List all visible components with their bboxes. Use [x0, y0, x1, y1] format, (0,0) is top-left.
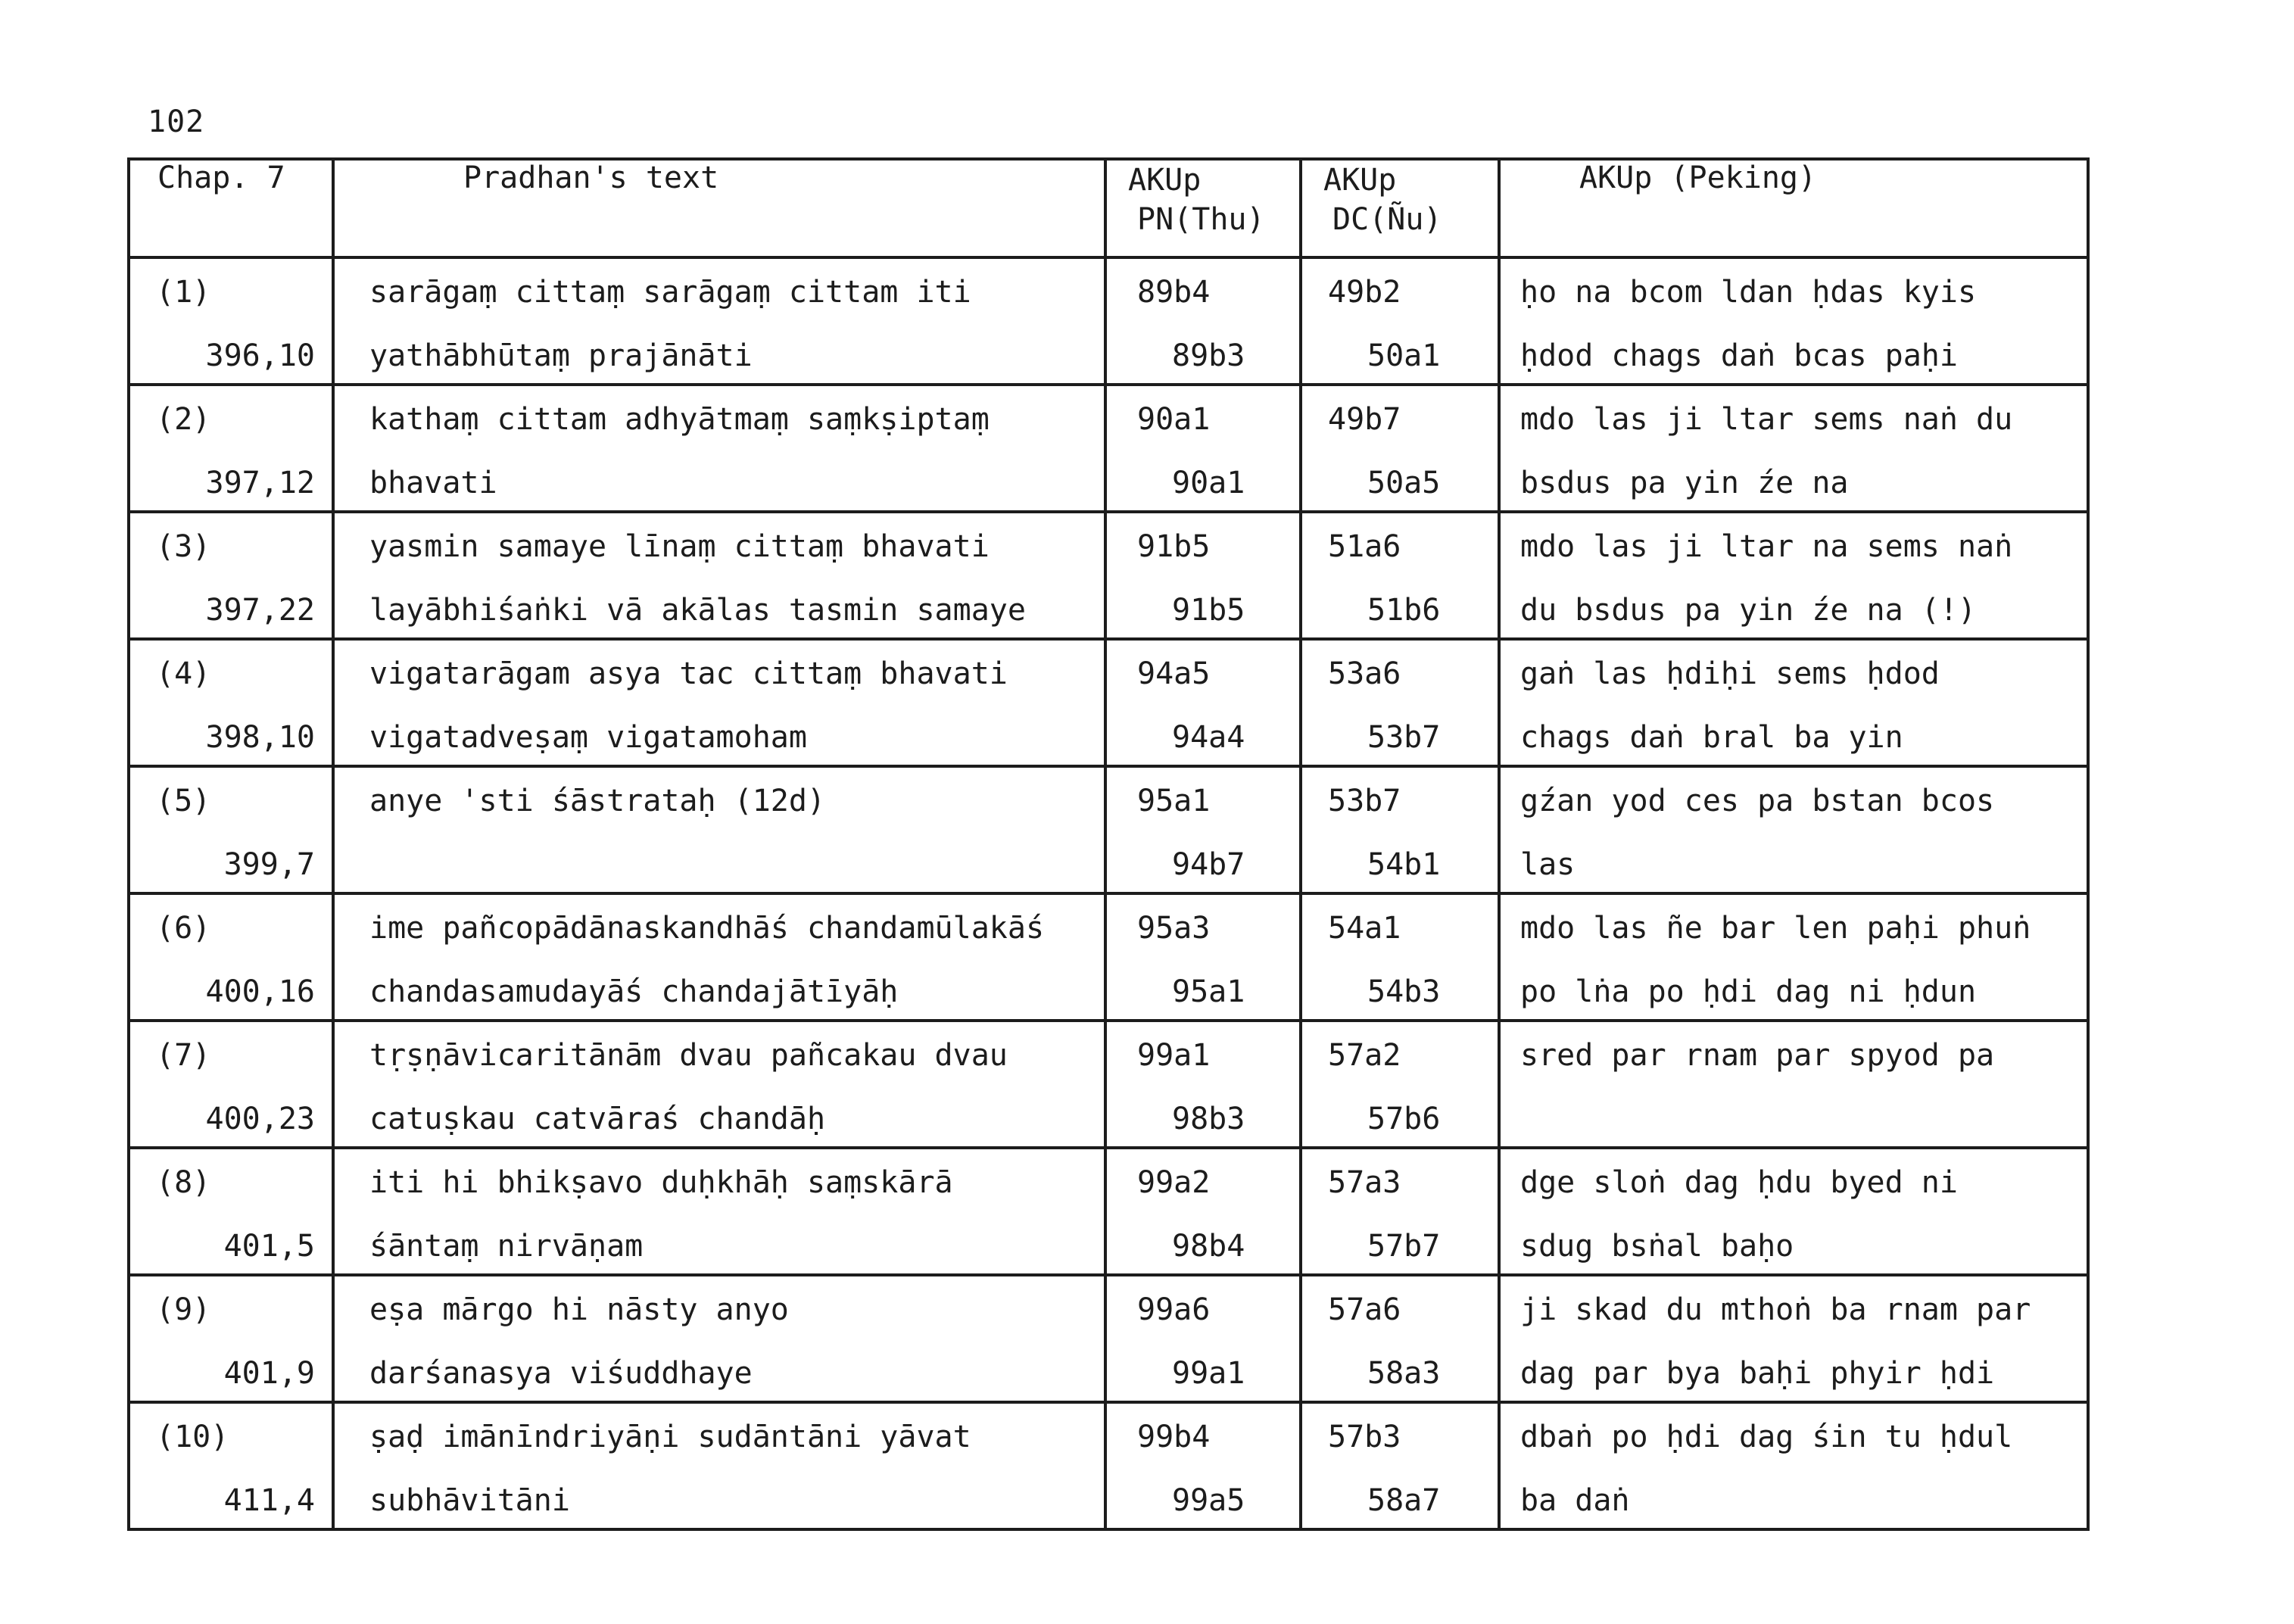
akup-peking-cell — [1499, 1275, 2088, 1402]
sanskrit-line-1: vigatarāgam asya tac cittaṃ bhavati — [369, 656, 1008, 691]
akup-dc-cell — [1301, 1402, 1499, 1529]
akup-pn-cell — [1105, 893, 1301, 1021]
akup-peking-cell — [1499, 766, 2088, 893]
table-row — [129, 1402, 2088, 1529]
tibetan-line-2: ba daṅ — [1520, 1483, 1630, 1518]
table-header — [129, 159, 2088, 257]
dc-folio-start: 51a6 — [1328, 529, 1401, 564]
pradhan-text-cell — [333, 1021, 1105, 1148]
tibetan-line-1: ḥo na bcom ldan ḥdas kyis — [1520, 275, 1977, 310]
tibetan-line-2: chags daṅ bral ba yin — [1520, 720, 1903, 755]
akup-pn-cell — [1105, 1148, 1301, 1275]
sanskrit-line-1: yasmin samaye līnaṃ cittaṃ bhavati — [369, 529, 990, 564]
pradhan-text-cell — [333, 766, 1105, 893]
dc-folio-end: 50a1 — [1367, 338, 1441, 373]
entry-number: (5) — [156, 784, 211, 818]
table-row — [129, 639, 2088, 766]
tibetan-line-1: gźan yod ces pa bstan bcos — [1520, 784, 1995, 818]
pn-folio-start: 99b4 — [1137, 1420, 1211, 1454]
akup-peking-cell — [1499, 257, 2088, 385]
akup-pn-cell — [1105, 766, 1301, 893]
akup-pn-cell — [1105, 1021, 1301, 1148]
akup-dc-cell — [1301, 639, 1499, 766]
comparison-table — [127, 157, 2090, 1531]
header-row — [129, 159, 2088, 257]
header-akup-dc-line1: AKUp — [1323, 163, 1397, 198]
page-number: 102 — [148, 104, 205, 139]
sanskrit-line-2: layābhiśaṅki vā akālas tasmin samaye — [369, 593, 1026, 628]
akup-dc-cell — [1301, 1275, 1499, 1402]
dc-folio-start: 57b3 — [1328, 1420, 1401, 1454]
tibetan-line-1: mdo las ji ltar na sems naṅ — [1520, 529, 2013, 564]
sanskrit-line-1: kathaṃ cittam adhyātmaṃ saṃkṣiptaṃ — [369, 402, 990, 437]
header-akup-pn-line1: AKUp — [1128, 163, 1202, 198]
sanskrit-line-2: śāntaṃ nirvāṇam — [369, 1229, 644, 1264]
chapter-cell — [129, 1402, 333, 1529]
akup-pn-cell — [1105, 257, 1301, 385]
akup-pn-cell — [1105, 639, 1301, 766]
akup-peking-cell — [1499, 639, 2088, 766]
akup-peking-cell — [1499, 1021, 2088, 1148]
pradhan-text-cell — [333, 1148, 1105, 1275]
tibetan-line-1: dbaṅ po ḥdi dag śin tu ḥdul — [1520, 1420, 2013, 1454]
dc-folio-start: 57a6 — [1328, 1292, 1401, 1327]
entry-number: (4) — [156, 656, 211, 691]
page-line-reference: 401,9 — [223, 1356, 315, 1391]
entry-number: (3) — [156, 529, 211, 564]
tibetan-line-2: ḥdod chags daṅ bcas paḥi — [1520, 338, 1958, 373]
dc-folio-start: 57a3 — [1328, 1165, 1401, 1200]
pradhan-text-cell — [333, 257, 1105, 385]
pn-folio-start: 90a1 — [1137, 402, 1211, 437]
page-line-reference: 397,12 — [205, 466, 315, 500]
tibetan-line-2: du bsdus pa yin źe na (!) — [1520, 593, 1977, 628]
page-line-reference: 411,4 — [223, 1483, 315, 1518]
entry-number: (1) — [156, 275, 211, 310]
entry-number: (2) — [156, 402, 211, 437]
sanskrit-line-2: bhavati — [369, 466, 497, 500]
dc-folio-end: 51b6 — [1367, 593, 1441, 628]
dc-folio-start: 53b7 — [1328, 784, 1401, 818]
sanskrit-line-1: ime pañcopādānaskandhāś chandamūlakāś — [369, 911, 1045, 946]
sanskrit-line-1: iti hi bhikṣavo duḥkhāḥ saṃskārā — [369, 1165, 953, 1200]
page-line-reference: 397,22 — [205, 593, 315, 628]
sanskrit-line-1: sarāgaṃ cittaṃ sarāgaṃ cittam iti — [369, 275, 971, 310]
sanskrit-line-1: anye 'sti śāstrataḥ (12d) — [369, 784, 826, 818]
tibetan-line-2: dag par bya baḥi phyir ḥdi — [1520, 1356, 1995, 1391]
entry-number: (6) — [156, 911, 211, 946]
tibetan-line-1: gaṅ las ḥdiḥi sems ḥdod — [1520, 656, 1940, 691]
table-row — [129, 1021, 2088, 1148]
sanskrit-line-2: darśanasya viśuddhaye — [369, 1356, 753, 1391]
tibetan-line-2: las — [1520, 847, 1576, 882]
page-line-reference: 400,16 — [205, 974, 315, 1009]
dc-folio-end: 53b7 — [1367, 720, 1441, 755]
dc-folio-start: 49b7 — [1328, 402, 1401, 437]
dc-folio-start: 57a2 — [1328, 1038, 1401, 1073]
header-akup-peking: AKUp (Peking) — [1499, 159, 2088, 257]
page-line-reference: 398,10 — [205, 720, 315, 755]
pradhan-text-cell — [333, 385, 1105, 512]
pn-folio-start: 91b5 — [1137, 529, 1211, 564]
header-akup-pn — [1105, 159, 1301, 257]
sanskrit-line-1: ṣaḍ imānīndriyāṇi sudāntāni yāvat — [369, 1420, 971, 1454]
sanskrit-line-1: tṛṣṇāvicaritānām dvau pañcakau dvau — [369, 1038, 1008, 1073]
pn-folio-end: 98b4 — [1172, 1229, 1245, 1264]
pn-folio-start: 89b4 — [1137, 275, 1211, 310]
akup-peking-cell — [1499, 1402, 2088, 1529]
dc-folio-end: 57b6 — [1367, 1102, 1441, 1136]
akup-dc-cell — [1301, 1148, 1499, 1275]
pn-folio-end: 89b3 — [1172, 338, 1245, 373]
akup-dc-cell — [1301, 766, 1499, 893]
entry-number: (9) — [156, 1292, 211, 1327]
table-row — [129, 1275, 2088, 1402]
dc-folio-end: 58a7 — [1367, 1483, 1441, 1518]
entry-number: (8) — [156, 1165, 211, 1200]
akup-pn-cell — [1105, 1402, 1301, 1529]
pradhan-text-cell — [333, 639, 1105, 766]
page-line-reference: 401,5 — [223, 1229, 315, 1264]
pradhan-text-cell — [333, 1402, 1105, 1529]
akup-dc-cell — [1301, 893, 1499, 1021]
dc-folio-end: 54b1 — [1367, 847, 1441, 882]
pn-folio-end: 98b3 — [1172, 1102, 1245, 1136]
akup-pn-cell — [1105, 1275, 1301, 1402]
pradhan-text-cell — [333, 512, 1105, 639]
chapter-cell — [129, 639, 333, 766]
page-line-reference: 400,23 — [205, 1102, 315, 1136]
header-akup-dc — [1301, 159, 1499, 257]
table-row — [129, 512, 2088, 639]
akup-dc-cell — [1301, 1021, 1499, 1148]
pn-folio-end: 94a4 — [1172, 720, 1245, 755]
tibetan-line-1: dge sloṅ dag ḥdu byed ni — [1520, 1165, 1958, 1200]
sanskrit-line-2: chandasamudayāś chandajātīyāḥ — [369, 974, 899, 1009]
page-line-reference: 399,7 — [223, 847, 315, 882]
chapter-cell — [129, 1148, 333, 1275]
dc-folio-start: 54a1 — [1328, 911, 1401, 946]
dc-folio-start: 53a6 — [1328, 656, 1401, 691]
pn-folio-start: 99a1 — [1137, 1038, 1211, 1073]
table-row — [129, 1148, 2088, 1275]
header-akup-dc-line2: DC(Ñu) — [1332, 202, 1442, 237]
pn-folio-start: 99a2 — [1137, 1165, 1211, 1200]
sanskrit-line-2: catuṣkau catvāraś chandāḥ — [369, 1102, 826, 1136]
akup-pn-cell — [1105, 512, 1301, 639]
tibetan-line-2: po lṅa po ḥdi dag ni ḥdun — [1520, 974, 1977, 1009]
dc-folio-end: 58a3 — [1367, 1356, 1441, 1391]
sanskrit-line-1: eṣa mārgo hi nāsty anyo — [369, 1292, 789, 1327]
header-pradhan-text: Pradhan's text — [333, 159, 1105, 257]
pn-folio-start: 95a1 — [1137, 784, 1211, 818]
chapter-cell — [129, 512, 333, 639]
header-akup-pn-line2: PN(Thu) — [1137, 202, 1265, 237]
akup-dc-cell — [1301, 512, 1499, 639]
pn-folio-start: 99a6 — [1137, 1292, 1211, 1327]
dc-folio-end: 50a5 — [1367, 466, 1441, 500]
pn-folio-end: 95a1 — [1172, 974, 1245, 1009]
chapter-cell — [129, 766, 333, 893]
akup-dc-cell — [1301, 257, 1499, 385]
pradhan-text-cell — [333, 893, 1105, 1021]
table-row — [129, 893, 2088, 1021]
pradhan-text-cell — [333, 1275, 1105, 1402]
dc-folio-end: 57b7 — [1367, 1229, 1441, 1264]
pn-folio-start: 95a3 — [1137, 911, 1211, 946]
chapter-cell — [129, 893, 333, 1021]
tibetan-line-1: mdo las ji ltar sems naṅ du — [1520, 402, 2013, 437]
sanskrit-line-2: yathābhūtaṃ prajānāti — [369, 338, 753, 373]
table-row — [129, 766, 2088, 893]
akup-peking-cell — [1499, 1148, 2088, 1275]
tibetan-line-2: sdug bsṅal baḥo — [1520, 1229, 1794, 1264]
pn-folio-end: 99a5 — [1172, 1483, 1245, 1518]
dc-folio-start: 49b2 — [1328, 275, 1401, 310]
pn-folio-start: 94a5 — [1137, 656, 1211, 691]
akup-peking-cell — [1499, 512, 2088, 639]
pn-folio-end: 99a1 — [1172, 1356, 1245, 1391]
sanskrit-line-2: vigatadveṣaṃ vigatamoham — [369, 720, 807, 755]
table-row — [129, 257, 2088, 385]
table-row — [129, 385, 2088, 512]
chapter-cell — [129, 1275, 333, 1402]
chapter-cell — [129, 385, 333, 512]
chapter-cell — [129, 1021, 333, 1148]
tibetan-line-1: ji skad du mthoṅ ba rnam par — [1520, 1292, 2031, 1327]
page-line-reference: 396,10 — [205, 338, 315, 373]
pn-folio-end: 94b7 — [1172, 847, 1245, 882]
dc-folio-end: 54b3 — [1367, 974, 1441, 1009]
tibetan-line-1: mdo las ñe bar len paḥi phuṅ — [1520, 911, 2031, 946]
pn-folio-end: 91b5 — [1172, 593, 1245, 628]
pn-folio-end: 90a1 — [1172, 466, 1245, 500]
tibetan-line-2: bsdus pa yin źe na — [1520, 466, 1849, 500]
chapter-cell — [129, 257, 333, 385]
entry-number: (10) — [156, 1420, 229, 1454]
akup-dc-cell — [1301, 385, 1499, 512]
akup-peking-cell — [1499, 385, 2088, 512]
sanskrit-line-2: subhāvitāni — [369, 1483, 570, 1518]
header-chapter: Chap. 7 — [129, 159, 333, 257]
tibetan-line-1: sred par rnam par spyod pa — [1520, 1038, 1995, 1073]
akup-pn-cell — [1105, 385, 1301, 512]
entry-number: (7) — [156, 1038, 211, 1073]
table-body — [129, 257, 2088, 1529]
akup-peking-cell — [1499, 893, 2088, 1021]
